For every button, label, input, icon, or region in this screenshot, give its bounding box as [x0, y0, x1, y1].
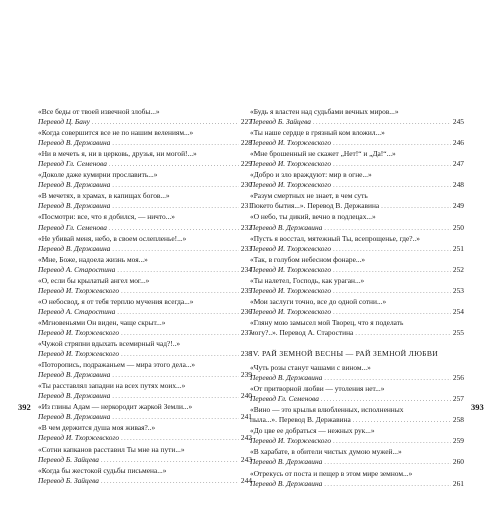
toc-page-number: 258 — [452, 415, 464, 425]
toc-page-number: 261 — [452, 478, 464, 488]
toc-entry — [38, 318, 252, 339]
toc-entry — [250, 363, 464, 384]
toc-title: «Разум смертных не знает, в чем суть — [250, 191, 368, 201]
toc-title: «В чем держится душа моя живая?..» — [38, 423, 156, 433]
toc-translator: пыла...». Перевод В. Державина — [250, 415, 351, 425]
toc-translator: Перевод В. Державина — [38, 201, 111, 211]
toc-page-number: 240 — [240, 391, 252, 401]
toc-translator: Перевод И. Тхоржевского — [38, 285, 120, 295]
toc-leader-dots — [324, 479, 451, 490]
toc-entry — [38, 339, 252, 360]
toc-translator: Перевод И. Тхоржевского — [38, 327, 120, 337]
toc-entry — [250, 255, 464, 276]
toc-entry — [38, 234, 252, 255]
toc-page-number: 233 — [240, 243, 252, 253]
toc-entry — [250, 191, 464, 212]
contents-column-right — [250, 107, 464, 490]
toc-page-number: 234 — [240, 264, 252, 274]
toc-title: «Пусть я восстал, мятежный Ты, всепрощенье, где?..» — [250, 233, 420, 243]
toc-translator: Перевод В. Державина — [38, 180, 111, 190]
toc-title: «О небо, ты дикий, вечно в подлецах...» — [250, 212, 376, 222]
toc-translator: Перевод В. Державина — [38, 243, 111, 253]
toc-page-number: 249 — [452, 201, 464, 211]
toc-page-number: 259 — [452, 436, 464, 446]
toc-entry — [250, 107, 464, 128]
toc-title: «О, если бы крылатый ангел мог...» — [38, 275, 150, 285]
toc-entry — [250, 297, 464, 318]
toc-title: «Отрекусь от поста и пещер в этом мире земном...» — [250, 468, 413, 478]
toc-title: «Чужой стряпни вдыхать всемирный чад?!..» — [38, 339, 181, 349]
toc-page-number: 246 — [452, 138, 464, 148]
toc-leader-dots — [353, 415, 451, 426]
toc-page-number: 252 — [452, 264, 464, 274]
toc-page-number: 227 — [240, 117, 252, 127]
toc-leader-dots — [117, 265, 239, 276]
toc-title: «Вино — это крылья влюбленных, исполненных — [250, 405, 404, 415]
toc-title: «Будь я властен над судьбами вечных миров...» — [250, 107, 399, 116]
toc-entry — [250, 318, 464, 339]
toc-title: «От притворной любви — утоления нет...» — [250, 384, 385, 394]
toc-entry — [250, 170, 464, 191]
toc-leader-dots — [333, 436, 451, 447]
toc-leader-dots — [112, 244, 239, 255]
toc-translator: Перевод В. Державина — [250, 222, 323, 232]
toc-title: «Гляну мою замысел мой Творец, что я поделать — [250, 317, 404, 327]
toc-title: «В мечетях, в храмах, в капищах богов...» — [38, 191, 170, 201]
toc-leader-dots — [121, 349, 239, 360]
toc-page-number: 245 — [452, 117, 464, 127]
toc-title: «Доколе даже кумирни прославить...» — [38, 170, 158, 180]
toc-page-number: 242 — [240, 433, 252, 443]
toc-page-number: 228 — [240, 138, 252, 148]
toc-translator: Перевод Ц. Бану — [38, 117, 90, 127]
toc-translator: Перевод В. Державина — [250, 457, 323, 467]
toc-translator: Перевод А. Старостина — [38, 264, 116, 274]
toc-leader-dots — [333, 159, 451, 170]
toc-leader-dots — [121, 433, 239, 444]
toc-translator: Перевод И. Тхоржевского — [250, 243, 332, 253]
toc-title: «Добро и зло враждуют: мир в огне...» — [250, 170, 372, 180]
toc-title: «Все беды от твоей извечной злобы...» — [38, 107, 160, 116]
toc-translator: могу?..». Перевод А. Старостина — [250, 327, 354, 337]
toc-page-number: 239 — [240, 370, 252, 380]
toc-entry — [38, 402, 252, 423]
toc-translator: Перевод Б. Зайцева — [38, 454, 100, 464]
toc-page-number: 235 — [240, 285, 252, 295]
toc-entry — [250, 469, 464, 490]
toc-title: «В харабате, в обители чистых думою мужей...» — [250, 447, 402, 457]
toc-leader-dots — [101, 476, 239, 487]
toc-entry — [250, 426, 464, 447]
toc-entry — [38, 149, 252, 170]
toc-translator: Перевод В. Державина — [250, 373, 323, 383]
toc-translator: Перевод И. Тхоржевского — [250, 436, 332, 446]
toc-leader-dots — [381, 201, 451, 212]
toc-translator: Перевод Б. Зайцева — [38, 475, 100, 485]
toc-entry — [38, 360, 252, 381]
toc-page-number: 247 — [452, 159, 464, 169]
toc-entry — [250, 128, 464, 149]
toc-leader-dots — [109, 223, 239, 234]
toc-page-number: 238 — [240, 349, 252, 359]
toc-leader-dots — [333, 286, 451, 297]
toc-leader-dots — [112, 180, 239, 191]
section-heading: IV. РАЙ ЗЕМНОЙ ВЕСНЫ — РАЙ ЗЕМНОЙ ЛЮБВИ — [250, 349, 438, 359]
toc-title: «Ты налетел, Господь, как ураган...» — [250, 275, 365, 285]
toc-page-number: 248 — [452, 180, 464, 190]
toc-page-number: 236 — [240, 306, 252, 316]
toc-entry — [38, 276, 252, 297]
toc-title: «Сотни капканов расставил Ты мне на пути...» — [38, 444, 185, 454]
toc-leader-dots — [333, 244, 451, 255]
toc-translator: Перевод Б. Зайцева — [250, 117, 312, 127]
toc-entry — [38, 297, 252, 318]
toc-entry — [38, 107, 252, 128]
toc-translator: Перевод А. Старостина — [38, 306, 116, 316]
toc-title: «Когда совершится все не по нашим велениям...» — [38, 128, 194, 138]
toc-translator: Перевод В. Державина — [38, 370, 111, 380]
toc-translator: Перевод И. Тхоржевского — [250, 180, 332, 190]
toc-leader-dots — [324, 457, 451, 468]
toc-translator: Перевод И. Тхоржевского — [250, 159, 332, 169]
toc-translator: Перевод В. Державина — [38, 138, 111, 148]
toc-entry — [38, 191, 252, 212]
toc-page-number: 237 — [240, 327, 252, 337]
toc-leader-dots — [313, 117, 451, 128]
toc-title: «Мгновеньями Он виден, чаще скрыт...» — [38, 317, 166, 327]
toc-entry — [38, 466, 252, 487]
toc-leader-dots — [355, 328, 451, 339]
toc-translator: Перевод И. Тхоржевского — [250, 306, 332, 316]
toc-translator: Перевод В. Державина — [38, 391, 111, 401]
toc-leader-dots — [112, 370, 239, 381]
toc-leader-dots — [109, 159, 239, 170]
toc-leader-dots — [92, 117, 239, 128]
toc-title: «Так, в голубом небесном фонаре...» — [250, 254, 366, 264]
toc-entry — [250, 149, 464, 170]
toc-page-number: 244 — [240, 475, 252, 485]
toc-title: «О небосвод, я от тебя терплю мучения всегда...» — [38, 296, 194, 306]
toc-entry — [250, 447, 464, 468]
toc-translator: Перевод И. Тхоржевского — [250, 138, 332, 148]
toc-leader-dots — [333, 265, 451, 276]
toc-title: «Не убивай меня, небо, в своем ослепленье!...» — [38, 233, 187, 243]
toc-translator: Перевод Гл. Семенова — [38, 159, 107, 169]
toc-leader-dots — [333, 307, 451, 318]
toc-leader-dots — [333, 138, 451, 149]
toc-translator: Перевод И. Тхоржевского — [250, 285, 332, 295]
toc-page-number: 232 — [240, 222, 252, 232]
toc-page-number: 229 — [240, 159, 252, 169]
toc-translator: Перевод В. Державина — [250, 478, 323, 488]
toc-entry — [38, 445, 252, 466]
toc-translator: Перевод И. Тхоржевского — [38, 349, 120, 359]
toc-title: «Ты наше сердце в грязный ком вложил...» — [250, 128, 385, 138]
toc-title: «Ты расставлял западни на всех путях моих...» — [38, 381, 186, 391]
toc-leader-dots — [112, 391, 239, 402]
toc-entry — [250, 212, 464, 233]
toc-page-number: 253 — [452, 285, 464, 295]
toc-leader-dots — [117, 307, 239, 318]
toc-title: «Когда бы жестокой судьбы письмена...» — [38, 465, 167, 475]
toc-leader-dots — [121, 286, 239, 297]
toc-page-number: 241 — [240, 412, 252, 422]
toc-entry — [38, 212, 252, 233]
toc-page-number: 254 — [452, 306, 464, 316]
toc-page-number: 256 — [452, 373, 464, 383]
toc-page-number: 230 — [240, 180, 252, 190]
toc-page-number: 231 — [240, 201, 252, 211]
toc-page-number: 257 — [452, 394, 464, 404]
toc-entry — [250, 384, 464, 405]
page-number-right: 393 — [471, 402, 484, 412]
toc-entry — [38, 423, 252, 444]
toc-title: «Мои заслуги точно, все до одной сотни...» — [250, 296, 387, 306]
toc-entry — [38, 128, 252, 149]
toc-leader-dots — [112, 138, 239, 149]
toc-page-number: 243 — [240, 454, 252, 464]
toc-page-number: 260 — [452, 457, 464, 467]
toc-title: «Мне, Боже, надоела жизнь моя...» — [38, 254, 148, 264]
toc-title: «Посмотри: все, что я добился, — ничто...» — [38, 212, 175, 222]
toc-leader-dots — [324, 223, 451, 234]
contents-column-left — [38, 107, 252, 487]
toc-translator: Тюкето бытия...». Перевод В. Державина — [250, 201, 380, 211]
toc-leader-dots — [321, 394, 451, 405]
page-number-left: 392 — [18, 402, 31, 412]
toc-entry — [250, 234, 464, 255]
toc-translator: Перевод Гл. Семенова — [38, 222, 107, 232]
toc-entry — [38, 170, 252, 191]
toc-leader-dots — [121, 328, 239, 339]
toc-entry — [38, 381, 252, 402]
toc-entry — [250, 276, 464, 297]
toc-leader-dots — [324, 373, 451, 384]
toc-leader-dots — [333, 180, 451, 191]
toc-leader-dots — [112, 201, 239, 212]
toc-title: «Из глины Адам — неркородит жаркой Земли...» — [38, 402, 193, 412]
toc-translator: Перевод И. Тхоржевского — [250, 264, 332, 274]
toc-title: «Поторопись, подражаньем — мира этого дела...» — [38, 360, 196, 370]
contents-group-section-iv — [250, 363, 464, 490]
contents-group-section-iii-end — [250, 107, 464, 339]
toc-title: «Мне брошенный не скажет „Нет!“ и „Да!“...» — [250, 149, 396, 159]
toc-title: «До цве ее добраться — нежных рук...» — [250, 426, 375, 436]
toc-page-number: 251 — [452, 243, 464, 253]
toc-page-number: 250 — [452, 222, 464, 232]
toc-entry — [250, 405, 464, 426]
toc-translator: Перевод Гл. Семенова — [250, 394, 319, 404]
toc-leader-dots — [112, 412, 239, 423]
toc-title: «Ни в мечеть я, ни в церковь, друзья, ни могой!...» — [38, 149, 197, 159]
toc-translator: Перевод В. Державина — [38, 412, 111, 422]
toc-leader-dots — [101, 455, 239, 466]
toc-title: «Чуть розы станут чашами с вином...» — [250, 363, 371, 373]
toc-entry — [38, 255, 252, 276]
toc-page-number: 255 — [452, 327, 464, 337]
toc-translator: Перевод И. Тхоржевского — [38, 433, 120, 443]
